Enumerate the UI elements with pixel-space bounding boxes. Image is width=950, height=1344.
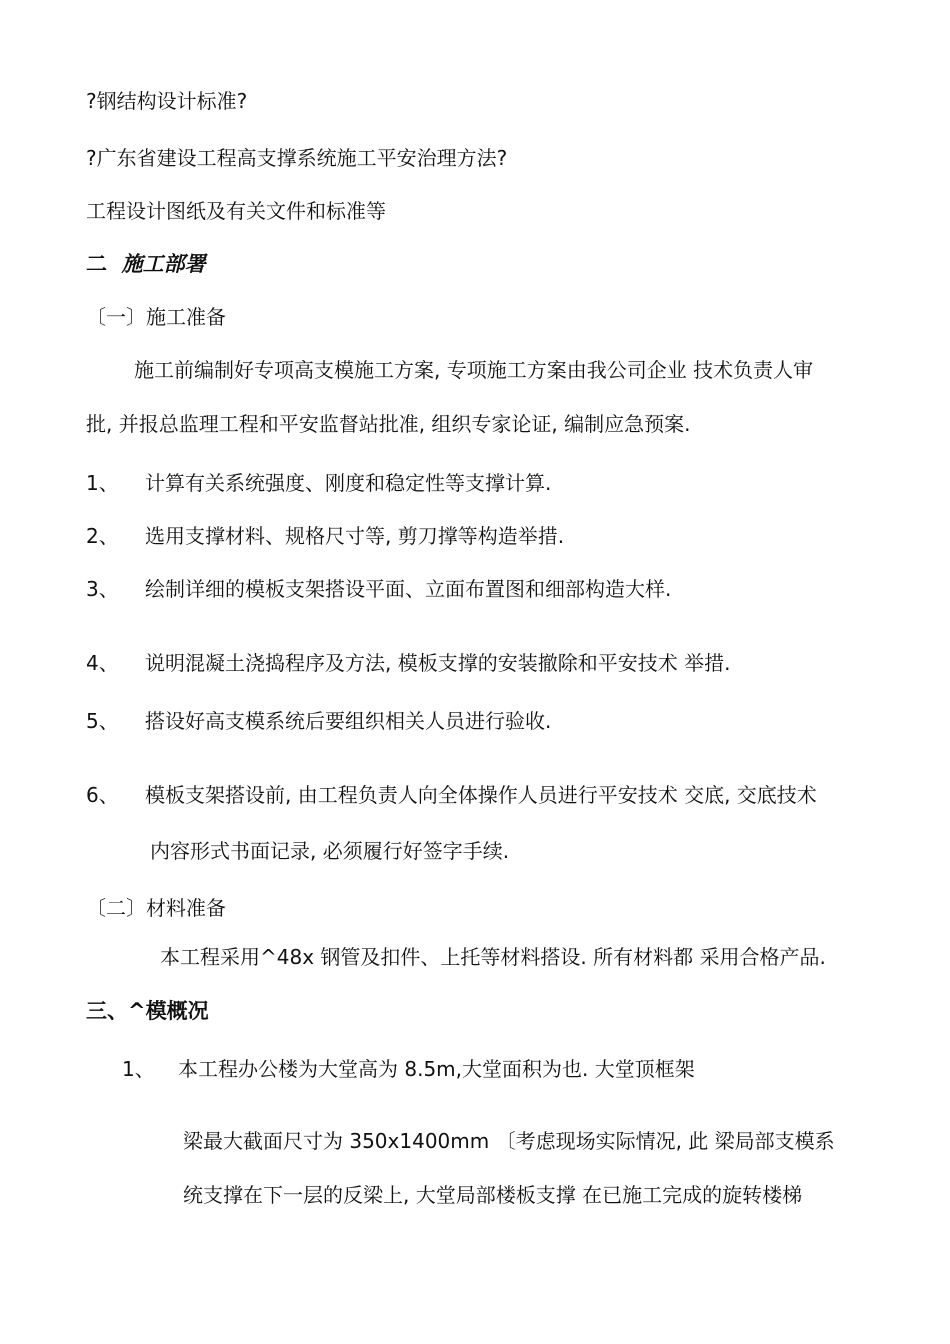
overview-line1: 本工程办公楼为大堂高为 8.5m,大堂面积为也. 大堂顶框架 bbox=[178, 1057, 695, 1081]
intro-paragraph-line2: 批, 并报总监理工程和平安监督站批准, 组织专家论证, 编制应急预案. bbox=[86, 412, 691, 436]
overview-line2: 梁最大截面尺寸为 350x1400mm 〔考虑现场实际情况, 此 梁局部支模系 bbox=[183, 1129, 835, 1153]
subsection-heading-preparation: 〔一〕施工准备 bbox=[86, 305, 226, 329]
list-item-text: 绘制详细的模板支架搭设平面、立面布置图和细部构造大样. bbox=[145, 577, 672, 601]
intro-paragraph-line1: 施工前编制好专项高支模施工方案, 专项施工方案由我公司企业 技术负责人审 bbox=[134, 358, 814, 382]
list-item-number: 1、 bbox=[86, 471, 119, 495]
list-item-text: 模板支架搭设前, 由工程负责人向全体操作人员进行平安技术 交底, 交底技术 bbox=[145, 783, 817, 807]
list-item-text: 计算有关系统强度、刚度和稳定性等支撑计算. bbox=[145, 471, 552, 495]
list-item-continuation: 内容形式书面记录, 必须履行好签字手续. bbox=[150, 839, 510, 863]
list-item-number: 6、 bbox=[86, 783, 119, 807]
section-heading-2 bbox=[86, 251, 206, 277]
list-item-number: 4、 bbox=[86, 651, 119, 675]
reference-guangdong-method: ?广东省建设工程高支撑系统施工平安治理方法? bbox=[86, 146, 508, 170]
list-item-number: 3、 bbox=[86, 577, 119, 601]
list-item-number: 2、 bbox=[86, 524, 119, 548]
materials-paragraph: 本工程采用^48x 钢管及扣件、上托等材料搭设. 所有材料都 采用合格产品. bbox=[160, 945, 826, 969]
list-item-number: 1、 bbox=[122, 1057, 155, 1081]
reference-steel-standard: ?钢结构设计标准? bbox=[86, 89, 248, 113]
list-item-text: 选用支撑材料、规格尺寸等, 剪刀撑等构造举措. bbox=[145, 524, 565, 548]
section-title: 施工部署 bbox=[121, 252, 206, 276]
list-item-number: 5、 bbox=[86, 709, 119, 733]
overview-line3: 统支撑在下一层的反梁上, 大堂局部楼板支撑 在已施工完成的旋转楼梯 bbox=[183, 1183, 803, 1207]
list-item-text: 说明混凝土浇捣程序及方法, 模板支撑的安装撤除和平安技术 举措. bbox=[145, 651, 731, 675]
reference-design-drawings: 工程设计图纸及有关文件和标准等 bbox=[86, 199, 386, 223]
list-item-text: 搭设好高支模系统后要组织相关人员进行验收. bbox=[145, 709, 552, 733]
section-heading-3: 三、^模概况 bbox=[86, 999, 209, 1023]
section-number: 二 bbox=[86, 252, 107, 276]
subsection-heading-materials: 〔二〕材料准备 bbox=[86, 896, 226, 920]
